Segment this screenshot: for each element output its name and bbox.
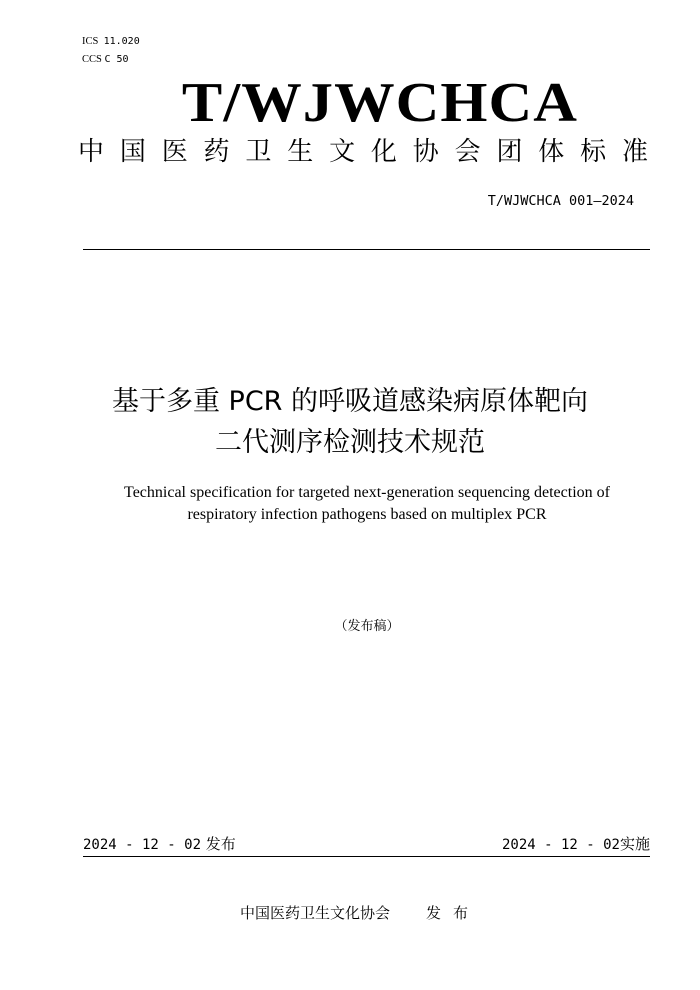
- top-divider: [83, 249, 650, 250]
- association-logo-text: T/WJWCHCA: [181, 72, 579, 134]
- ics-code: 11.020: [103, 36, 140, 47]
- chinese-title-line-1: 基于多重 PCR 的呼吸道感染病原体靶向: [111, 386, 589, 417]
- ccs-label: CCS: [82, 54, 102, 65]
- association-heading-char: 化: [370, 137, 397, 167]
- publisher-line: [240, 903, 480, 923]
- publisher-name: 中国医药卫生文化协会: [240, 904, 391, 922]
- association-heading-char: 药: [203, 137, 230, 167]
- association-heading-char: 准: [621, 137, 648, 167]
- ccs-code-line: [82, 53, 129, 66]
- ics-label: ICS: [82, 36, 99, 47]
- publish-verb: 发布: [426, 904, 481, 922]
- english-title-line-1: Technical specification for targeted next-generation sequencing detection of: [124, 484, 610, 501]
- publish-date-suffix: 发布: [205, 835, 236, 853]
- bottom-divider: [83, 856, 650, 857]
- ccs-code: C 50: [104, 54, 129, 65]
- association-heading-char: 团: [496, 137, 523, 167]
- association-standard-heading: [78, 135, 648, 169]
- association-heading-char: 会: [454, 137, 481, 167]
- association-heading-char: 中: [78, 137, 105, 167]
- association-heading-char: 体: [538, 137, 565, 167]
- association-heading-char: 卫: [245, 137, 272, 167]
- standard-number: T/WJWCHCA 001—2024: [487, 193, 634, 209]
- association-heading-char: 国: [119, 137, 146, 167]
- implement-date-suffix: 实施: [619, 835, 650, 853]
- association-heading-char: 文: [329, 137, 356, 167]
- association-heading-char: 标: [580, 137, 607, 167]
- publish-date-value: 2024 - 12 - 02: [83, 837, 202, 853]
- publish-date: [83, 834, 236, 855]
- chinese-title-line-2: 二代测序检测技术规范: [215, 427, 485, 458]
- association-heading-char: 医: [161, 137, 188, 167]
- draft-status-label: （发布稿）: [334, 619, 400, 634]
- english-title-line-2: respiratory infection pathogens based on multiplex PCR: [187, 506, 547, 523]
- implement-date: [502, 834, 650, 855]
- association-heading-char: 协: [412, 137, 439, 167]
- ics-code-line: [82, 35, 140, 48]
- association-heading-char: 生: [287, 137, 314, 167]
- implement-date-value: 2024 - 12 - 02: [501, 837, 620, 853]
